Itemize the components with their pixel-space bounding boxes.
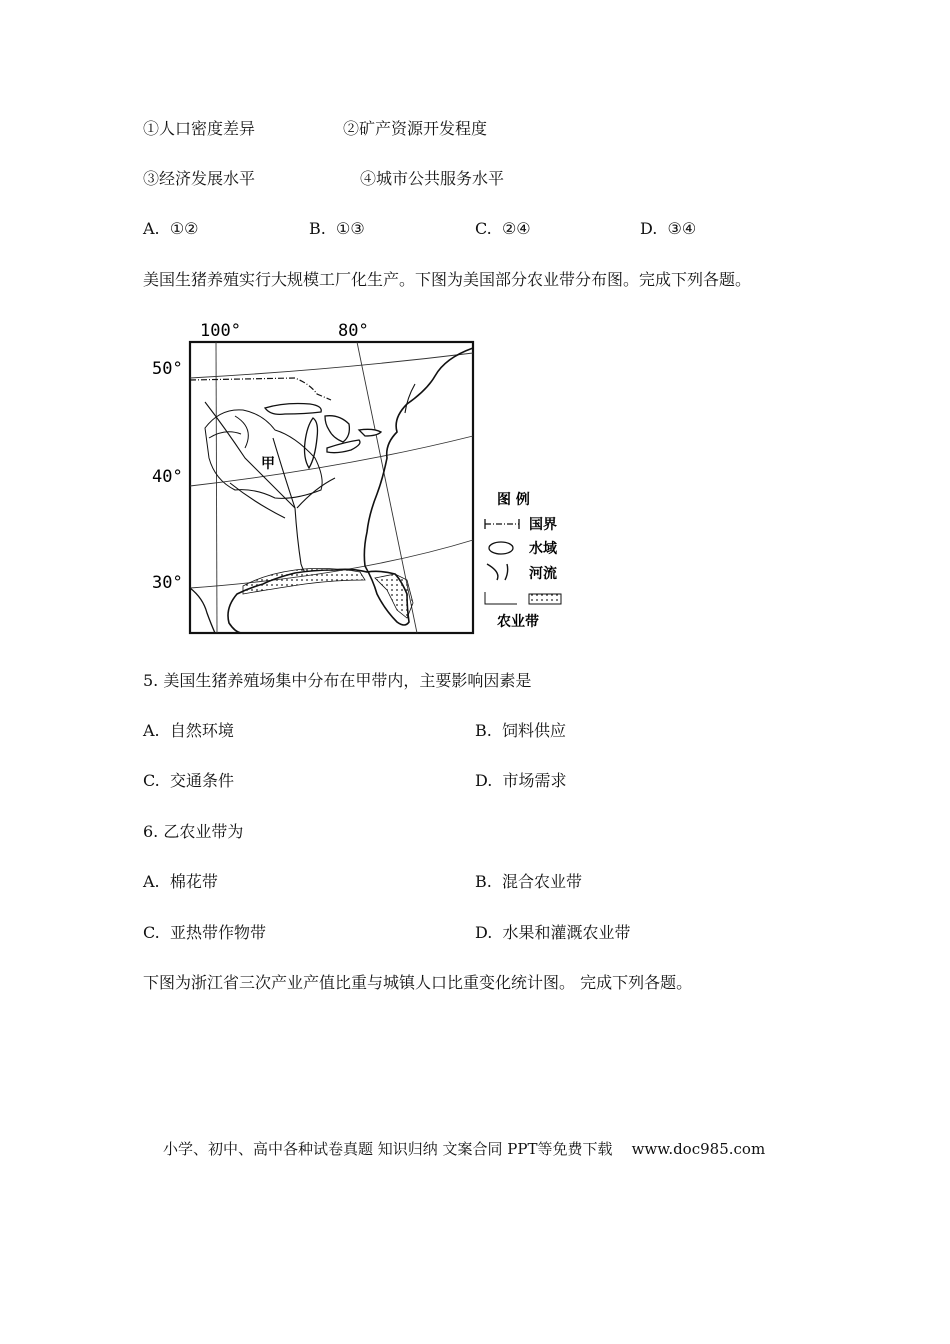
us-agriculture-map bbox=[145, 318, 580, 640]
option-text: ①③ bbox=[336, 219, 365, 238]
lon-label-80: 80° bbox=[338, 321, 369, 341]
q5-option-b bbox=[475, 721, 566, 741]
intro-paragraph-1: 美国生猪养殖实行大规模工厂化生产。下图为美国部分农业带分布图。完成下列各题。 bbox=[143, 270, 752, 289]
option-text: 饲料供应 bbox=[502, 721, 567, 740]
q6-option-d bbox=[475, 923, 631, 943]
factor-4: ④城市公共服务水平 bbox=[360, 169, 505, 188]
option-label: D. bbox=[475, 923, 493, 942]
q4-option-b bbox=[309, 219, 365, 239]
option-label: D. bbox=[475, 771, 493, 790]
q5-option-c bbox=[143, 771, 234, 791]
option-label: B. bbox=[475, 721, 492, 740]
q6-option-c bbox=[143, 923, 266, 943]
lat-label-30: 30° bbox=[152, 573, 183, 593]
q6-stem: 6. 乙农业带为 bbox=[143, 822, 244, 841]
option-label: A. bbox=[143, 872, 160, 891]
option-label: A. bbox=[143, 219, 160, 238]
q5-stem: 5. 美国生猪养殖场集中分布在甲带内，主要影响因素是 bbox=[143, 671, 532, 690]
lon-label-100: 100° bbox=[200, 321, 241, 341]
map-legend bbox=[485, 491, 561, 630]
legend-belt-label: 农业带 bbox=[497, 614, 539, 630]
legend-belt-outline-icon bbox=[485, 592, 517, 604]
option-label: B. bbox=[309, 219, 326, 238]
factor-2: ②矿产资源开发程度 bbox=[343, 119, 488, 138]
option-text: 市场需求 bbox=[502, 771, 567, 790]
option-label: D. bbox=[640, 219, 658, 238]
footer-text: 小学、初中、高中各种试卷真题 知识归纳 文案合同 PPT等免费下载 bbox=[163, 1140, 613, 1158]
option-text: 混合农业带 bbox=[502, 872, 583, 891]
q4-option-d bbox=[640, 219, 696, 239]
q6-option-b bbox=[475, 872, 582, 892]
q4-option-c bbox=[475, 219, 531, 239]
option-label: C. bbox=[143, 923, 160, 942]
lat-label-50: 50° bbox=[152, 359, 183, 379]
legend-title: 图 例 bbox=[497, 492, 530, 508]
legend-water-icon bbox=[489, 542, 513, 554]
legend-dotted-belt-icon bbox=[529, 594, 561, 604]
option-text: ①② bbox=[169, 219, 199, 238]
q6-option-a bbox=[143, 872, 218, 892]
footer-url[interactable]: www.doc985.com bbox=[631, 1140, 766, 1158]
option-text: 棉花带 bbox=[169, 872, 218, 891]
option-label: C. bbox=[143, 771, 160, 790]
lat-label-40: 40° bbox=[152, 467, 183, 487]
option-text: ②④ bbox=[501, 219, 531, 238]
option-text: 自然环境 bbox=[169, 721, 234, 740]
factor-3: ③经济发展水平 bbox=[143, 169, 256, 188]
option-text: 交通条件 bbox=[169, 771, 234, 790]
legend-river-label: 河流 bbox=[529, 566, 557, 582]
factor-1: ①人口密度差异 bbox=[143, 119, 256, 138]
region-jia-label: 甲 bbox=[261, 456, 275, 472]
page-footer bbox=[163, 1139, 765, 1159]
option-text: 水果和灌溉农业带 bbox=[502, 923, 631, 942]
q5-option-a bbox=[143, 721, 234, 741]
option-label: A. bbox=[143, 721, 160, 740]
legend-water-label: 水域 bbox=[529, 541, 557, 557]
legend-border-icon bbox=[485, 519, 519, 529]
q4-option-a bbox=[143, 219, 199, 239]
map-frame bbox=[190, 342, 473, 633]
legend-river-icon bbox=[487, 564, 508, 580]
option-text: 亚热带作物带 bbox=[169, 923, 266, 942]
option-label: B. bbox=[475, 872, 492, 891]
option-text: ③④ bbox=[667, 219, 697, 238]
legend-border-label: 国界 bbox=[529, 517, 557, 533]
option-label: C. bbox=[475, 219, 492, 238]
intro-paragraph-2: 下图为浙江省三次产业产值比重与城镇人口比重变化统计图。 完成下列各题。 bbox=[143, 973, 693, 992]
q5-option-d bbox=[475, 771, 567, 791]
